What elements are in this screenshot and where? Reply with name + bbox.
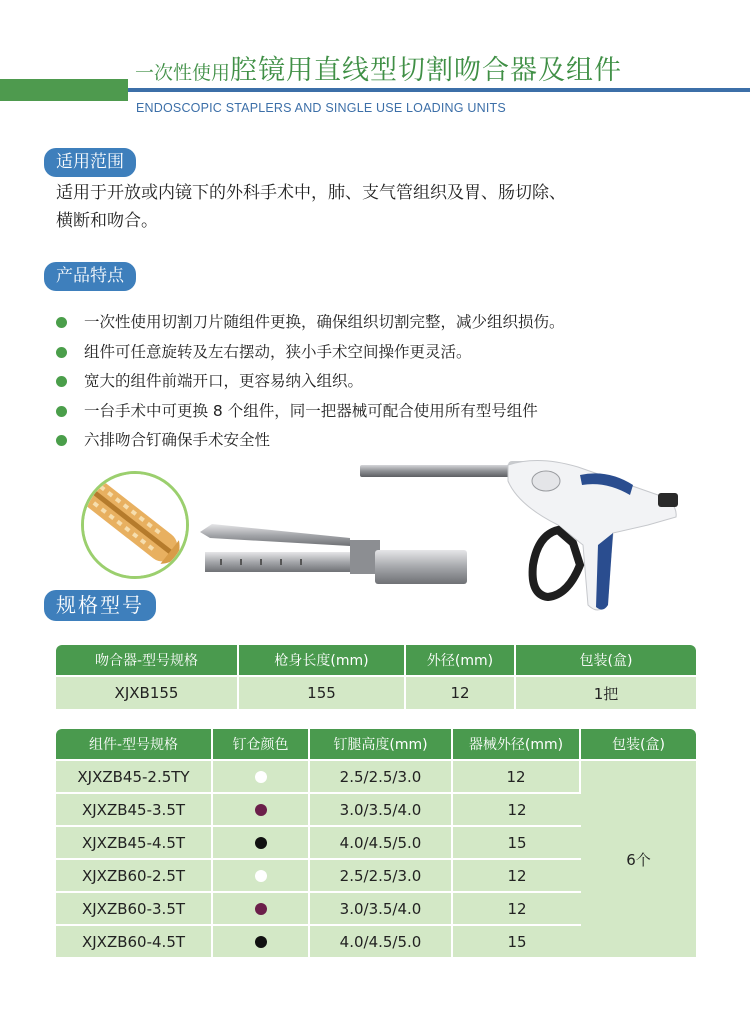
table-header-cell: 枪身长度(mm) bbox=[239, 645, 406, 675]
bullet-icon bbox=[56, 317, 67, 328]
table-cell: XJXZB45-4.5T bbox=[56, 825, 213, 858]
bullet-icon bbox=[56, 406, 67, 417]
table-cell: 12 bbox=[453, 792, 581, 825]
scope-line-2: 横断和吻合。 bbox=[56, 211, 158, 231]
table-cell bbox=[213, 759, 310, 792]
cartridge-closeup-image bbox=[81, 471, 189, 579]
bullet-icon bbox=[56, 376, 67, 387]
page-title-prefix: 一次性使用 bbox=[135, 62, 231, 84]
bullet-icon bbox=[56, 347, 67, 358]
specs-heading: 规格型号 bbox=[44, 590, 156, 621]
table-cell: 3.0/3.5/4.0 bbox=[310, 792, 453, 825]
table-cell: XJXZB45-2.5TY bbox=[56, 759, 213, 792]
cartridge-color-swatch bbox=[255, 903, 267, 915]
table-header-cell: 外径(mm) bbox=[406, 645, 516, 675]
loading-unit-spec-table bbox=[56, 729, 696, 957]
feature-item: 一台手术中可更换 8 个组件，同一把器械可配合使用所有型号组件 bbox=[56, 397, 565, 427]
cartridge-color-swatch bbox=[255, 870, 267, 882]
table-cell: 2.5/2.5/3.0 bbox=[310, 759, 453, 792]
stapler-spec-table bbox=[56, 645, 696, 709]
package-cell: 6个 bbox=[581, 759, 696, 957]
table-header-cell: 钉腿高度(mm) bbox=[310, 729, 453, 759]
table-header-cell: 器械外径(mm) bbox=[453, 729, 581, 759]
page-title bbox=[135, 48, 622, 87]
table-cell: 4.0/4.5/5.0 bbox=[310, 924, 453, 957]
feature-item: 一次性使用切割刀片随组件更换，确保组织切割完整，减少组织损伤。 bbox=[56, 308, 565, 338]
table-header-cell: 吻合器-型号规格 bbox=[56, 645, 239, 675]
table-cell bbox=[213, 891, 310, 924]
table-row bbox=[56, 675, 696, 709]
table-cell: 1把 bbox=[516, 675, 696, 709]
feature-list bbox=[56, 308, 565, 456]
table-cell: 15 bbox=[453, 924, 581, 957]
table-cell: XJXZB45-3.5T bbox=[56, 792, 213, 825]
table-cell bbox=[213, 825, 310, 858]
table-header-cell: 钉仓颜色 bbox=[213, 729, 310, 759]
table-cell: XJXB155 bbox=[56, 675, 239, 709]
feature-item: 六排吻合钉确保手术安全性 bbox=[56, 426, 565, 456]
table-cell: XJXZB60-4.5T bbox=[56, 924, 213, 957]
cartridge-color-swatch bbox=[255, 936, 267, 948]
table-cell: 12 bbox=[453, 858, 581, 891]
table-cell bbox=[213, 792, 310, 825]
stapler-device-image bbox=[358, 455, 688, 615]
header-rule bbox=[128, 88, 750, 92]
table-cell: 2.5/2.5/3.0 bbox=[310, 858, 453, 891]
features-heading: 产品特点 bbox=[44, 262, 136, 291]
bullet-icon bbox=[56, 435, 67, 446]
scope-line-1: 适用于开放或内镜下的外科手术中，肺、支气管组织及胃、肠切除、 bbox=[56, 183, 566, 203]
table-header-cell: 包装(盒) bbox=[516, 645, 696, 675]
cartridge-color-swatch bbox=[255, 837, 267, 849]
cartridge-color-swatch bbox=[255, 804, 267, 816]
table-cell: 12 bbox=[406, 675, 516, 709]
table-header-cell: 包装(盒) bbox=[581, 729, 696, 759]
scope-heading: 适用范围 bbox=[44, 148, 136, 177]
header-accent-bar bbox=[0, 79, 128, 101]
feature-item: 组件可任意旋转及左右摆动，狭小手术空间操作更灵活。 bbox=[56, 338, 565, 368]
cartridge-color-swatch bbox=[255, 771, 267, 783]
table-cell: XJXZB60-3.5T bbox=[56, 891, 213, 924]
page-title-main: 腔镜用直线型切割吻合器及组件 bbox=[230, 55, 623, 86]
table-cell bbox=[213, 924, 310, 957]
page-subtitle: ENDOSCOPIC STAPLERS AND SINGLE USE LOADING UNITS bbox=[136, 101, 506, 115]
table-header-cell: 组件-型号规格 bbox=[56, 729, 213, 759]
table-cell: 3.0/3.5/4.0 bbox=[310, 891, 453, 924]
table-cell bbox=[213, 858, 310, 891]
table-cell: 4.0/4.5/5.0 bbox=[310, 825, 453, 858]
table-cell: 12 bbox=[453, 759, 581, 792]
table-cell: 12 bbox=[453, 891, 581, 924]
feature-item: 宽大的组件前端开口，更容易纳入组织。 bbox=[56, 367, 565, 397]
table-cell: XJXZB60-2.5T bbox=[56, 858, 213, 891]
table-header-row bbox=[56, 645, 696, 675]
table-cell: 15 bbox=[453, 825, 581, 858]
table-row bbox=[56, 759, 696, 792]
table-cell: 155 bbox=[239, 675, 406, 709]
table-header-row bbox=[56, 729, 696, 759]
